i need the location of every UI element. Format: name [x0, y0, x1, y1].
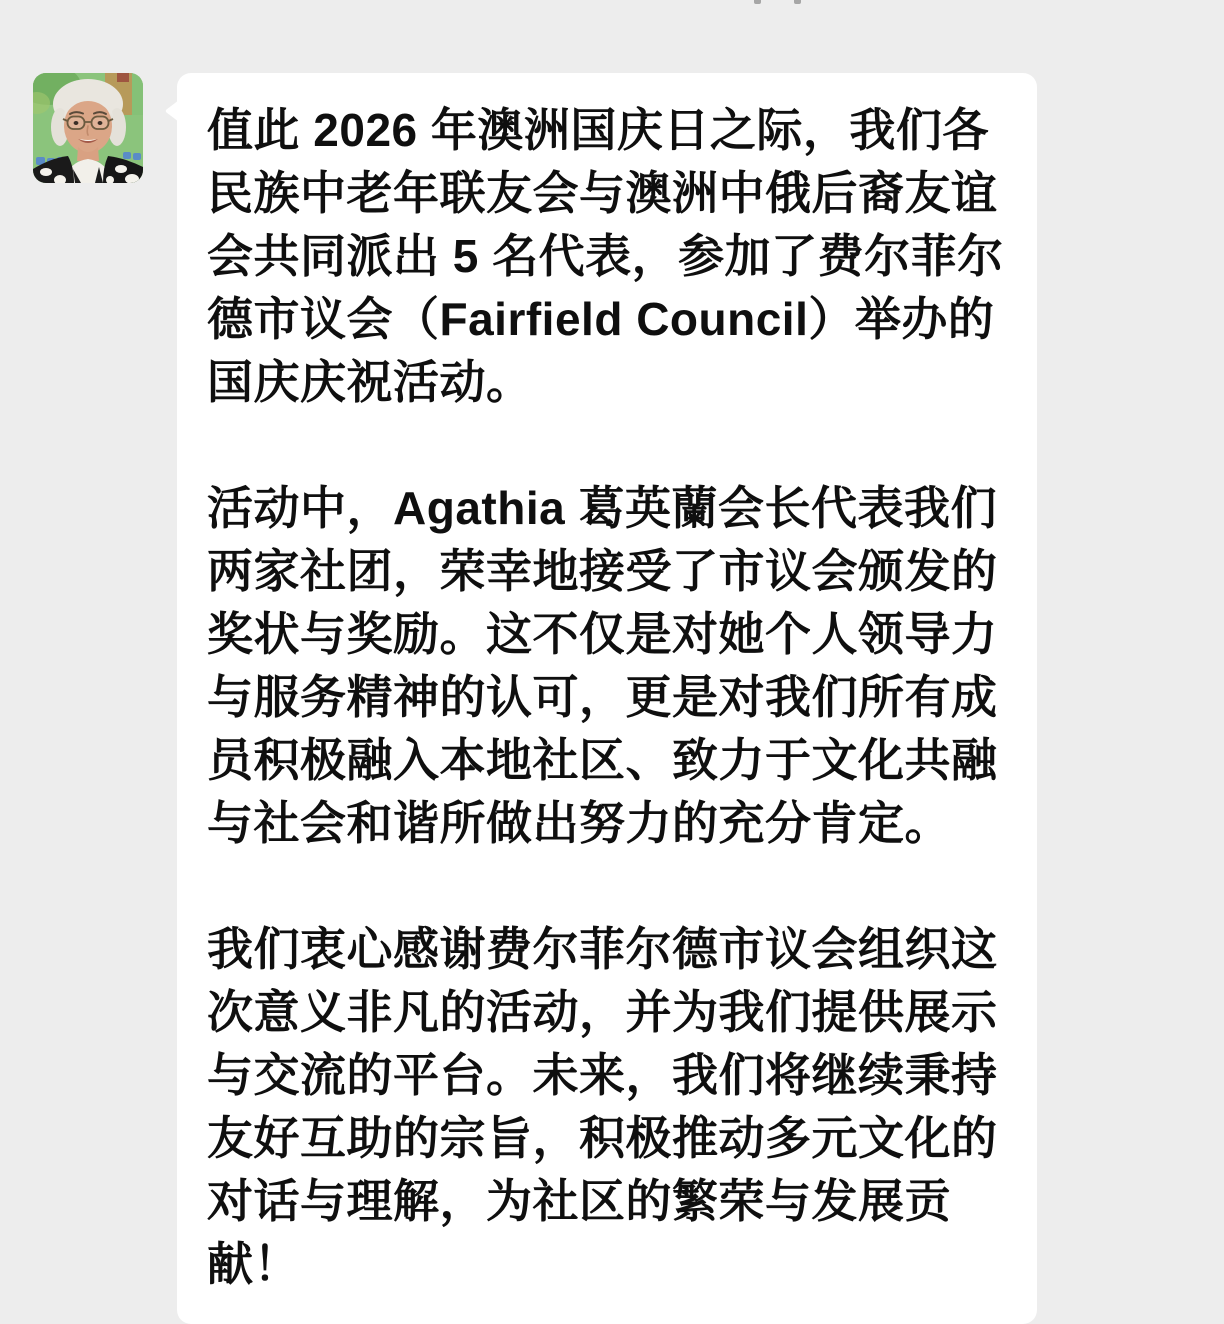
message-paragraph: 值此 2026 年澳洲国庆日之际，我们各民族中老年联友会与澳洲中俄后裔友谊会共同派出 5 名代表，参加了费尔菲尔德市议会（Fairfield Council）举办的国庆庆祝活动。: [207, 104, 1004, 408]
message-bubble[interactable]: [177, 73, 1037, 1324]
sender-avatar[interactable]: [33, 73, 143, 183]
message-paragraph: 我们衷心感谢费尔菲尔德市议会组织这次意义非凡的活动，并为我们提供展示与交流的平台。未来，我们将继续秉持友好互助的宗旨，积极推动多元文化的对话与理解，为社区的繁荣与发展贡献！: [207, 923, 998, 1290]
message-paragraph: 活动中，Agathia 葛英蘭会长代表我们两家社团，荣幸地接受了市议会颁发的奖状与奖励。这不仅是对她个人领导力与服务精神的认可，更是对我们所有成员积极融入本地社区、致力于文化共融与社会和谐所做出努力的充分肯定。: [207, 482, 998, 849]
message-bubble-wrap: [177, 73, 1037, 1324]
avatar-portrait-image: [33, 73, 143, 183]
